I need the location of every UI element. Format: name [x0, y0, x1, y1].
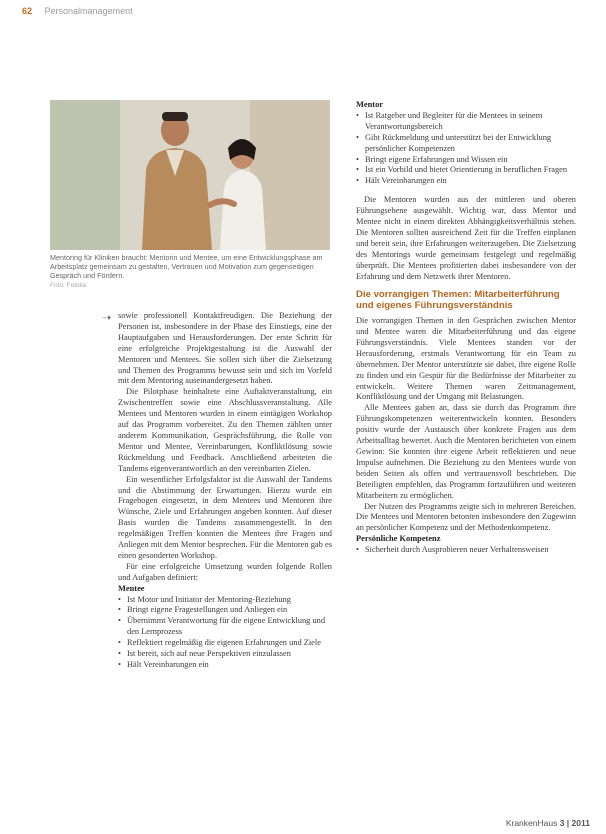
- list-item: • Bringt eigene Erfahrungen und Wissen ein: [356, 155, 576, 166]
- paragraph: Ein wesentlicher Erfolgsfaktor ist die Auswahl der Tandems und die Abstimmung der Erwartungen. Hierzu wurde ein Fragebogen eingesetzt, in dem Mentees und Mentoren ihre Wünsche, Ziele und Erfahrungen angeben konnten. Auf dieser Basis wurden die Tandems zusammengestellt. In den regelmäßigen Treffen konnten die Mentees ihre Fragen und Anliegen mit dem Mentor besprechen. Für die Mentoren gab es einen gesonderten Workshop.: [118, 474, 332, 560]
- photo-credit: Foto: Fotolia: [50, 282, 87, 289]
- competence-label: Persönliche Kompetenz: [356, 534, 441, 544]
- mentee-list: [118, 595, 332, 671]
- list-item: • Ist Motor und Initiator der Mentoring-Beziehung: [118, 595, 332, 606]
- competence-list: [356, 545, 576, 556]
- mentoring-photo: [50, 100, 330, 250]
- list-item: • Reflektiert regelmäßig die eigenen Erfahrungen und Ziele: [118, 638, 332, 649]
- paragraph: Der Nutzen des Programms zeigte sich in mehreren Bereichen. Die Mentees und Mentoren betonten insbesondere den Zugewinn an persönlicher Kompetenz und der Methodenkompetenz.: [356, 501, 576, 533]
- journal-name: KrankenHaus: [505, 818, 558, 828]
- arrow-right-icon: ➝: [102, 311, 112, 324]
- list-item: • Ist Ratgeber und Begleiter für die Mentees in seinem Verantwortungsbereich: [356, 111, 576, 133]
- paragraph: Die Mentoren wurden aus der mittleren und oberen Führungsebene ausgewählt. Wichtig war, dass Mentor und Mentee nicht in einem direkten Abhängigkeitsverhältnis stehen. Die Mentoren sollten ausreichend Zeit für die Treffen einplanen und bereit sein, ihre Erfahrungen weiterzugeben. Die Zielsetzung des Mentorings wurde gemeinsam festgelegt und regelmäßig überprüft. Die Mentees profitierten dabei insbesondere von der Erfahrung und dem Netzwerk ihrer Mentoren.: [356, 195, 576, 281]
- caption-text: Mentoring für Kliniken braucht: Mentorin und Mentee, um eine Entwicklungsphase am Arbeitsplatz gemeinsam zu gestalten, Vertrauen und Motivation zum gegenseitigen Gespräch und Fördern.: [50, 253, 323, 280]
- column-left: [118, 311, 332, 671]
- list-item: • Sicherheit durch Ausprobieren neuer Verhaltensweisen: [356, 545, 576, 556]
- page-footer: [506, 818, 590, 828]
- paragraph: Die vorrangigen Themen in den Gesprächen zwischen Mentor und Mentee waren die Mitarbeiterführung und das eigene Führungsverständnis. Viele Mentees standen vor der Herausforderung, erstmals Verantwortung für ein Team zu übernehmen. Der Mentor unterstützte sie dabei, ihre eigene Rolle zu finden und ein Gespür für die Bedürfnisse der Mitarbeiter zu entwickeln. Weitere Themen waren Zeitmanagement, Konfliktlösung und der Umgang mit Belastungen.: [356, 316, 576, 402]
- photo-illustration: [50, 100, 330, 250]
- running-header: [22, 6, 582, 20]
- paragraph: Alle Mentees gaben an, dass sie durch das Programm ihre Führungskompetenzen weiterentwickeln konnten. Besonders positiv wurde der Austausch über konkrete Fragen aus dem Arbeitsalltag bewertet. Auch die Mentoren berichteten von einem Gewinn: Sie konnten ihre eigene Arbeit reflektieren und neue Impulse aufnehmen. Die Beziehung zu den Mentees wurde von beiden Seiten als offen und vertrauensvoll beschrieben. Die Beteiligten empfehlen, das Programm fortzuführen und weiteren Mitarbeitern zu ermöglichen.: [356, 403, 576, 500]
- list-item: • Gibt Rückmeldung und unterstützt bei der Entwicklung persönlicher Kompetenzen: [356, 133, 576, 155]
- list-item: • Übernimmt Verantwortung für die eigene Entwicklung und den Lernprozess: [118, 616, 332, 638]
- issue-number: 3 | 2011: [559, 818, 590, 828]
- list-item: • Ist ein Vorbild und bietet Orientierung in beruflichen Fragen: [356, 165, 576, 176]
- list-item: • Hält Vereinbarungen ein: [118, 660, 332, 671]
- list-item: • Bringt eigene Fragestellungen und Anliegen ein: [118, 605, 332, 616]
- page-number: 62: [22, 6, 33, 16]
- figure-caption: [50, 253, 330, 290]
- mentee-label: Mentee: [118, 583, 145, 593]
- paragraph: sowie professionell Kontaktfreudigen. Die Beziehung der Personen ist, insbesondere in der Phase des Einstiegs, eine der Hauptaufgaben und Herausforderungen. Der erste Schritt für eine erfolgreiche Projektgestaltung ist die Auswahl der Mentoren und Mentees. Sie sollen sich über die Zielsetzung und Themen des Programms bewusst sein und sich im Vorfeld mit dem Mentoring auseinandergesetzt haben.: [118, 311, 332, 386]
- section-title: Personalmanagement: [44, 6, 133, 16]
- section-heading: Die vorrangigen Themen: Mitarbeiterführung und eigenes Führungsverständnis: [356, 288, 560, 312]
- list-item: • Hält Vereinbarungen ein: [356, 176, 576, 187]
- list-item: • Ist bereit, sich auf neue Perspektiven einzulassen: [118, 649, 332, 660]
- mentor-list: [356, 111, 576, 187]
- paragraph: Für eine erfolgreiche Umsetzung wurden folgende Rollen und Aufgaben definiert:: [118, 561, 332, 582]
- column-right: [356, 100, 576, 556]
- mentor-label: Mentor: [356, 100, 383, 109]
- paragraph: Die Pilotphase beinhaltete eine Auftaktveranstaltung, ein Zwischentreffen sowie eine Abschlussveranstaltung. Alle Mentees und Mentoren wurden in einem eintägigen Workshop auf das Programm vorbereitet. Zu den Themen zählten unter anderem Kommunikation, Gesprächsführung, die Rolle von Mentor und Mentee, Vereinbarungen, Konfliktlösung sowie Rückmeldung und Feedback. Anschließend arbeiteten die Tandems eigenverantwortlich an den vereinbarten Zielen.: [118, 387, 332, 473]
